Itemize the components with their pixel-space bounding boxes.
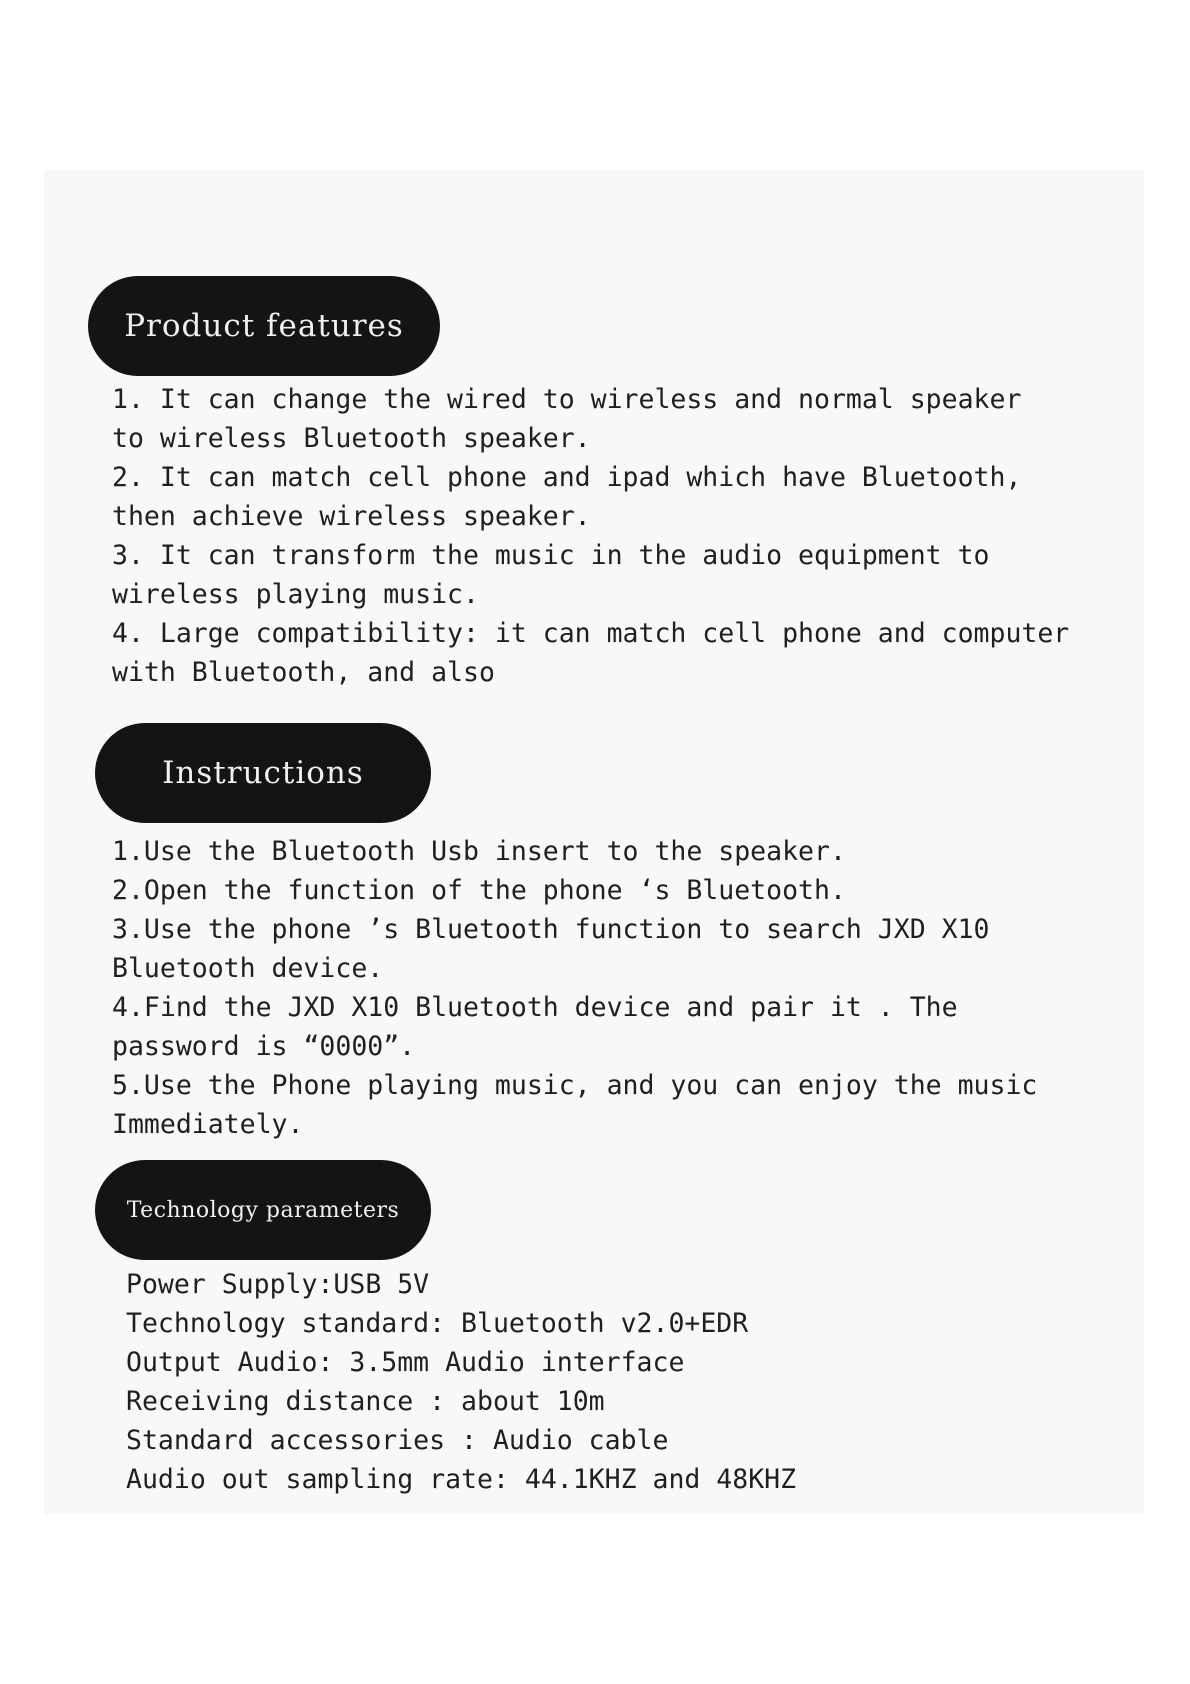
technology-line: Output Audio: 3.5mm Audio interface: [126, 1347, 685, 1378]
instructions-line: 3.Use the phone ’s Bluetooth function to search JXD X10: [112, 914, 990, 945]
features-line: with Bluetooth, and also: [112, 657, 495, 688]
features-line: to wireless Bluetooth speaker.: [112, 423, 591, 454]
instructions-line: 5.Use the Phone playing music, and you can enjoy the music: [112, 1070, 1038, 1101]
instructions-line: Bluetooth device.: [112, 953, 384, 984]
product-features-heading: [88, 276, 440, 376]
instructions-line: password is “0000”.: [112, 1031, 416, 1062]
technology-parameters-list: [126, 1265, 796, 1499]
technology-line: Power Supply:USB 5V: [126, 1269, 430, 1300]
product-features-list: [112, 380, 1069, 692]
instructions-heading: [95, 723, 431, 823]
features-line: then achieve wireless speaker.: [112, 501, 591, 532]
product-features-heading-text: Product features: [124, 308, 404, 344]
instructions-line: 2.Open the function of the phone ‘s Bluetooth.: [112, 875, 846, 906]
features-line: wireless playing music.: [112, 579, 479, 610]
technology-parameters-heading: [95, 1160, 431, 1260]
technology-line: Audio out sampling rate: 44.1KHZ and 48KHZ: [126, 1464, 797, 1495]
technology-parameters-heading-text: Technology parameters: [126, 1197, 400, 1223]
instructions-line: 1.Use the Bluetooth Usb insert to the speaker.: [112, 836, 846, 867]
instructions-list: [112, 832, 1037, 1144]
features-line: 3. It can transform the music in the audio equipment to: [112, 540, 990, 571]
instructions-line: 4.Find the JXD X10 Bluetooth device and pair it . The: [112, 992, 958, 1023]
features-line: 1. It can change the wired to wireless and normal speaker: [112, 384, 1022, 415]
technology-line: Technology standard: Bluetooth v2.0+EDR: [126, 1308, 749, 1339]
features-line: 2. It can match cell phone and ipad which have Bluetooth,: [112, 462, 1022, 493]
technology-line: Receiving distance : about 10m: [126, 1386, 605, 1417]
instructions-heading-text: Instructions: [162, 755, 364, 791]
instructions-line: Immediately.: [112, 1109, 304, 1140]
technology-line: Standard accessories : Audio cable: [126, 1425, 669, 1456]
features-line: 4. Large compatibility: it can match cell phone and computer: [112, 618, 1070, 649]
